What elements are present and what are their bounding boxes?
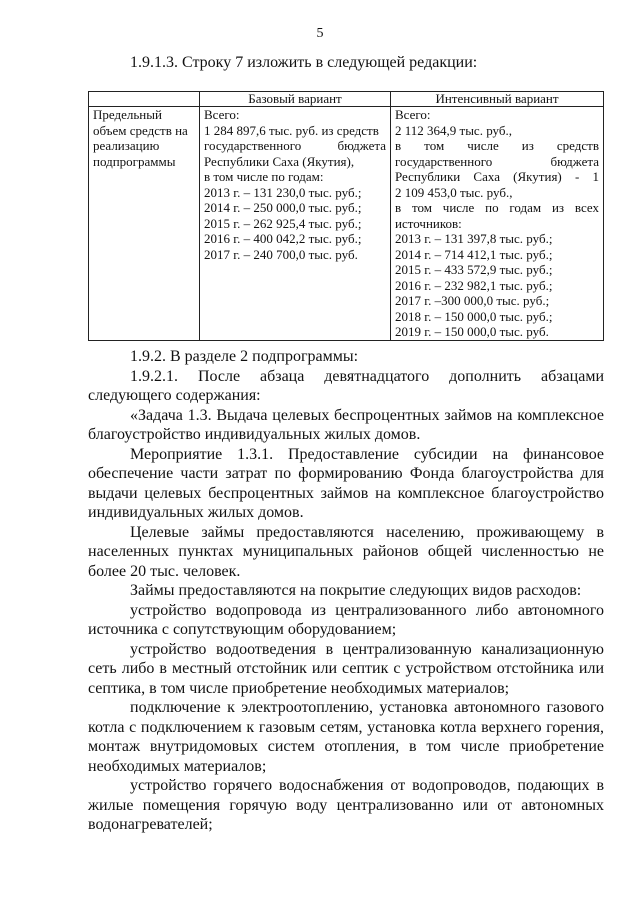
intensive-line: 2013 г. – 131 397,8 тыс. руб.; [395,231,553,246]
row-label-cell [89,107,200,341]
paragraph: устройство водоотведения в централизованную канализационную сеть либо в местный отстойник или септик с устройством отстойника или септика, в том числе приобретение необходимых материалов; [88,640,604,697]
table-row [89,107,604,341]
intensive-line: Всего: [395,107,431,122]
intensive-line: 2017 г. –300 000,0 тыс. руб.; [395,293,550,308]
intensive-line: 2 109 453,0 тыс. руб., [395,184,513,200]
base-line: 2014 г. – 250 000,0 тыс. руб.; [204,200,362,215]
intensive-line: 2018 г. – 150 000,0 тыс. руб.; [395,308,553,324]
base-line: 2015 г. – 262 925,4 тыс. руб.; [204,215,362,231]
row-label-line: Предельный [93,107,162,122]
base-line: Республики Саха (Якутия), [204,153,355,169]
intensive-line: Республики Саха (Якутия) - 1 [395,169,599,184]
header-intensive: Интенсивный вариант [391,92,604,107]
header-base: Базовый вариант [200,92,391,107]
paragraph: устройство водопровода из централизованного либо автономного источника с сопутствующим оборудованием; [88,601,604,638]
paragraph: подключение к электроотоплению, установка автономного газового котла с подключением к газовым сетям, установка котла верхнего горения, монтаж внутридомовых систем отопления, в том числе приобретение необходимых материалов; [88,699,604,775]
row-label-line: объем средств на [93,122,188,138]
header-empty [89,92,200,107]
paragraph: 1.9.2.1. После абзаца девятнадцатого дополнить абзацами следующего содержания: [88,367,604,404]
intensive-line: 2014 г. – 714 412,1 тыс. руб.; [395,246,553,262]
section-heading: 1.9.1.3. Строку 7 изложить в следующей редакции: [130,54,478,71]
paragraph: 1.9.2. В разделе 2 подпрограммы: [130,348,359,365]
intensive-line: в том числе из средств [395,138,599,153]
base-line: 2017 г. – 240 700,0 тыс. руб. [204,246,358,262]
document-body [88,347,604,835]
intensive-line: в том числе по годам из всех [395,200,599,215]
row-label-line: подпрограммы [93,153,176,169]
intensive-line: государственного бюджета [395,153,599,169]
base-line: 2016 г. – 400 042,2 тыс. руб.; [204,231,362,246]
table-header-row [89,92,604,107]
row-label-line: реализацию [93,138,160,153]
intensive-variant-cell [391,107,604,341]
paragraph: «Задача 1.3. Выдача целевых беспроцентных займов на комплексное благоустройство индивидуальных жилых домов. [88,406,604,443]
intensive-line: 2019 г. – 150 000,0 тыс. руб. [395,324,549,339]
base-line: 1 284 897,6 тыс. руб. из средств [204,122,379,138]
base-line: Всего: [204,107,240,122]
base-line: в том числе по годам: [204,169,324,184]
page-number: 5 [316,26,324,41]
base-line: 2013 г. – 131 230,0 тыс. руб.; [204,184,362,200]
paragraph: устройство горячего водоснабжения от водопроводов, подающих в жилые помещения горячую воду централизованно или от автономных водонагревателей; [88,777,604,833]
paragraph: Мероприятие 1.3.1. Предоставление субсидии на финансовое обеспечение части затрат по формированию Фонда благоустройства для выдачи целевых беспроцентных займов на комплексное благоустройство индивидуальных жилых домов. [88,445,604,521]
base-variant-cell [200,107,391,341]
funding-table [88,91,604,341]
intensive-line: источников: [395,215,462,231]
intensive-line: 2015 г. – 433 572,9 тыс. руб.; [395,262,553,277]
paragraph: Займы предоставляются на покрытие следующих видов расходов: [130,582,582,599]
paragraph: Целевые займы предоставляются населению, проживающему в населенных пунктах муниципальных районов общей численностью не более 20 тыс. человек. [88,523,604,580]
base-line: государственного бюджета [204,138,386,153]
intensive-line: 2 112 364,9 тыс. руб., [395,122,512,138]
intensive-line: 2016 г. – 232 982,1 тыс. руб.; [395,277,553,293]
